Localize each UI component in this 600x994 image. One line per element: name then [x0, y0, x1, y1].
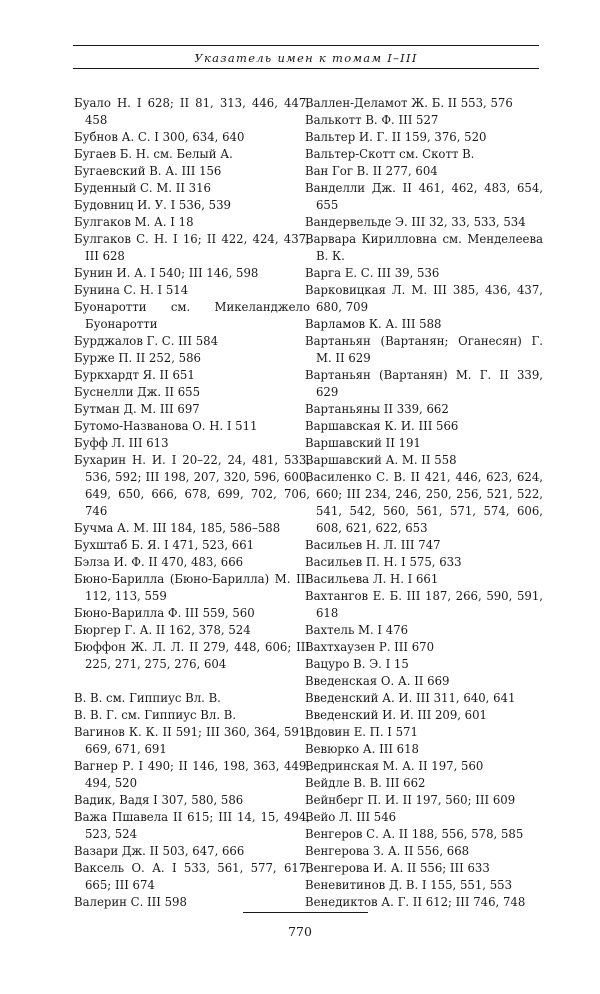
index-entry: Вагинов К. К. II 591; III 360, 364, 591, 669, 671, 691 [74, 725, 310, 756]
index-entry: Венгерова И. А. II 556; III 633 [305, 861, 490, 875]
index-entry: Веневитинов Д. В. I 155, 551, 553 [305, 878, 513, 892]
index-entry: Вейо Л. III 546 [305, 810, 397, 824]
index-entry: Вейдле В. В. III 662 [305, 776, 426, 790]
index-entry: Бурджалов Г. С. III 584 [74, 334, 219, 348]
index-entry: Бюно-Варилла Ф. III 559, 560 [74, 606, 255, 620]
index-entry: Бунин И. А. I 540; III 146, 598 [74, 266, 259, 280]
index-entry: В. В. Г. см. Гиппиус Вл. В. [74, 708, 237, 722]
index-entry: Бухштаб Б. Я. I 471, 523, 661 [74, 538, 255, 552]
index-entry: Буфф Л. III 613 [74, 436, 169, 450]
running-header: Указатель имен к томам I–III [194, 51, 418, 65]
index-entry: Вевюрко А. III 618 [305, 742, 419, 756]
index-entry: Бюргер Г. А. II 162, 378, 524 [74, 623, 251, 637]
index-entry: Бюффон Ж. Л. Л. II 279, 448, 606; III 225, 271, 275, 276, 604 [74, 640, 310, 671]
index-entry: Васильева Л. Н. I 661 [305, 572, 439, 586]
index-entry: Васильев П. Н. I 575, 633 [305, 555, 462, 569]
index-entry: Вазари Дж. II 503, 647, 666 [74, 844, 245, 858]
index-entry: Вахтель М. I 476 [305, 623, 409, 637]
index-entry: Варковицкая Л. М. III 385, 436, 437, 680, 709 [305, 283, 543, 314]
index-entry: Валлен-Деламот Ж. Б. II 553, 576 [305, 96, 513, 110]
index-entry: Венгерова З. А. II 556, 668 [305, 844, 470, 858]
index-entry: Бутомо-Названова О. Н. I 511 [74, 419, 258, 433]
index-entry: Варвара Кирилловна см. Менделеева В. К. [305, 232, 543, 263]
index-entry: Варламов К. А. III 588 [305, 317, 442, 331]
index-entry: Бунина С. Н. I 514 [74, 283, 189, 297]
header-rule-top [73, 45, 539, 46]
index-entry: Валькотт В. Ф. III 527 [305, 113, 439, 127]
index-entry: Бугаевский В. А. III 156 [74, 164, 222, 178]
index-entry: Васильев Н. Л. III 747 [305, 538, 441, 552]
index-entry: Буденный С. М. II 316 [74, 181, 211, 195]
index-entry: Вейнберг П. И. II 197, 560; III 609 [305, 793, 516, 807]
index-entry: Вартаньян (Вартанян; Оганесян) Г. М. II 629 [305, 334, 543, 365]
index-entry: Вартаньяны II 339, 662 [305, 402, 449, 416]
index-entry: Введенская О. А. II 669 [305, 674, 450, 688]
header-rule-bottom [73, 68, 539, 69]
index-entry: Бугаев Б. Н. см. Белый А. [74, 147, 233, 161]
index-entry: Бухарин Н. И. I 20–22, 24, 481, 533, 536, 592; III 198, 207, 320, 596, 600, 649, 650, 666, 678, 699, 702, 706, 746 [74, 453, 310, 518]
index-entry: Варга Е. С. III 39, 536 [305, 266, 440, 280]
index-entry: Введенский И. И. III 209, 601 [305, 708, 487, 722]
index-entry: Вагнер Р. I 490; II 146, 198, 363, 449, 494, 520 [74, 759, 310, 790]
index-entry: Варшавский А. М. II 558 [305, 453, 457, 467]
index-entry: Бучма А. М. III 184, 185, 586–588 [74, 521, 281, 535]
index-entry: Вадик, Вадя I 307, 580, 586 [74, 793, 244, 807]
index-entry: Вандервельде Э. III 32, 33, 533, 534 [305, 215, 526, 229]
index-entry: Бурже П. II 252, 586 [74, 351, 201, 365]
index-entry: Варшавская К. И. III 566 [305, 419, 459, 433]
index-entry: Будовниц И. У. I 536, 539 [74, 198, 231, 212]
index-entry: Ваксель О. А. I 533, 561, 577, 617, 665; III 674 [74, 861, 310, 892]
index-entry: Бубнов А. С. I 300, 634, 640 [74, 130, 245, 144]
index-column-right [305, 95, 543, 911]
index-entry: Введенский А. И. III 311, 640, 641 [305, 691, 516, 705]
index-entry: Вальтер-Скотт см. Скотт В. [305, 147, 475, 161]
index-entry: Важа Пшавела II 615; III 14, 15, 494, 523, 524 [74, 810, 310, 841]
index-entry: Буркхардт Я. II 651 [74, 368, 195, 382]
index-entry: Булгаков М. А. I 18 [74, 215, 194, 229]
index-entry: Венедиктов А. Г. II 612; III 746, 748 [305, 895, 526, 909]
index-entry: Ведринская М. А. II 197, 560 [305, 759, 484, 773]
page-number: 770 [288, 924, 312, 939]
footer-rule [243, 912, 368, 913]
index-entry: Вацуро В. Э. I 15 [305, 657, 409, 671]
index-entry: Буснелли Дж. II 655 [74, 385, 201, 399]
index-entry: Ванделли Дж. II 461, 462, 483, 654, 655 [305, 181, 543, 212]
index-entry: Вахтхаузен Р. III 670 [305, 640, 435, 654]
index-entry: Буало Н. I 628; II 81, 313, 446, 447, 458 [74, 96, 310, 127]
index-entry: Венгеров С. А. II 188, 556, 578, 585 [305, 827, 524, 841]
index-entry: Варшавский II 191 [305, 436, 421, 450]
index-entry: Вахтангов Е. Б. III 187, 266, 590, 591, 618 [305, 589, 543, 620]
index-entry: Валерин С. III 598 [74, 895, 187, 909]
index-entry: Ван Гог В. II 277, 604 [305, 164, 438, 178]
index-entry: Булгаков С. Н. I 16; II 422, 424, 437; III 628 [74, 232, 310, 263]
index-column-left [74, 95, 310, 911]
index-entry: Бюно-Барилла (Бюно-Барилла) М. III 112, 113, 559 [74, 572, 310, 603]
index-entry: Вальтер И. Г. II 159, 376, 520 [305, 130, 487, 144]
index-entry: Буонаротти см. Микеланджело Буонаротти [74, 300, 310, 331]
index-entry: Бэлза И. Ф. II 470, 483, 666 [74, 555, 244, 569]
index-entry: Бутман Д. М. III 697 [74, 402, 200, 416]
index-entry: Вартаньян (Вартанян) М. Г. II 339, 629 [305, 368, 543, 399]
index-entry: В. В. см. Гиппиус Вл. В. [74, 691, 221, 705]
index-entry: Василенко С. В. II 421, 446, 623, 624, 660; III 234, 246, 250, 256, 521, 522, 541, 542, 560, 561, 571, 574, 606, 608, 621, 622, 653 [305, 470, 543, 535]
index-entry: Вдовин Е. П. I 571 [305, 725, 418, 739]
